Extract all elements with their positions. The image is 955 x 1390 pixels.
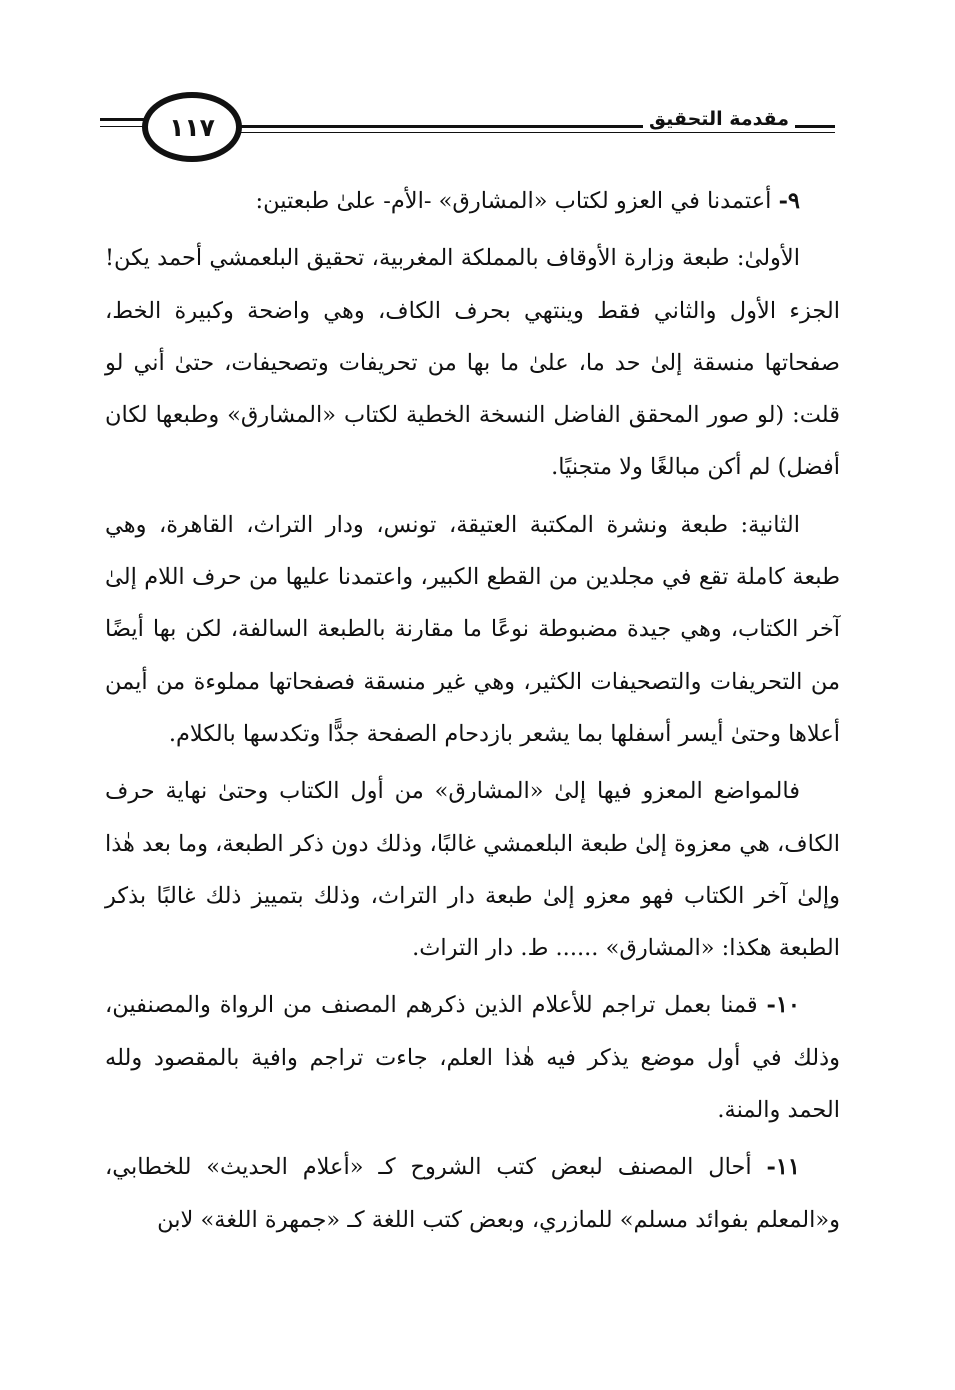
- paragraph-text: فالمواضع المعزو فيها إلىٰ «المشارق» من أول الكتاب وحتىٰ نهاية حرف الكاف، هي معزوة إلىٰ طبعة البلعمشي غالبًا، وذلك دون ذكر الطبعة، وما بعد هٰذا وإلىٰ آخر الكتاب فهو معزو إلىٰ طبعة دار التراث، وذلك بتمييز ذلك غالبًا بذكر الطبعة هكذا: «المشارق» ...... ط. دار التراث.: [105, 778, 840, 962]
- page-body: [105, 175, 840, 1251]
- paragraph-text: أحال المصنف لبعض كتب الشروح كـ «أعلام الحديث» للخطابي، و«المعلم بفوائد مسلم» للمازري، وبعض كتب اللغة كـ «جمهرة اللغة» لابن: [105, 1154, 840, 1233]
- paragraph-text: قمنا بعمل تراجم للأعلام الذين ذكرهم المصنف من الرواة والمصنفين، وذلك في أول موضع يذكر فيه هٰذا العلم، جاءت تراجم وافية بالمقصود ولله الحمد والمنة.: [105, 992, 840, 1124]
- paragraph-second-edition: [105, 499, 840, 760]
- paragraph-first-edition: [105, 232, 840, 493]
- paragraph-text: الثانية: طبعة ونشرة المكتبة العتيقة، تونس، ودار التراث، القاهرة، وهي طبعة كاملة تقع في مجلدين من القطع الكبير، واعتمدنا عليها من حرف اللام إلىٰ آخر الكتاب، وهي جيدة مضبوطة نوعًا ما مقارنة بالطبعة السالفة، لكن بها أيضًا من التحريفات والتصحيفات الكثير، وهي غير منسقة فصفحاتها مملوءة من أيمن أعلاها وحتىٰ أيسر أسفلها بما يشعر بازدحام الصفحة جدًّا وتكدسها بالكلام.: [105, 511, 840, 747]
- paragraph-text: أعتمدنا في العزو لكتاب «المشارق» -الأم- علىٰ طبعتين:: [255, 188, 772, 214]
- page-header: [100, 88, 835, 168]
- paragraph-number: ١٠-: [766, 992, 800, 1019]
- paragraph-number: ٩-: [778, 188, 800, 214]
- paragraph-11: [105, 1141, 840, 1246]
- paragraph-number: ١١-: [766, 1154, 800, 1181]
- paragraph-9: [105, 175, 840, 227]
- header-rule: [240, 132, 835, 133]
- paragraph-citation-note: [105, 765, 840, 974]
- section-title: مقدمة التحقيق: [643, 108, 795, 130]
- paragraph-10: [105, 979, 840, 1136]
- paragraph-text: الأولىٰ: طبعة وزارة الأوقاف بالمملكة المغربية، تحقيق البلعمشي أحمد يكن! الجزء الأول والثاني فقط وينتهي بحرف الكاف، وهي واضحة وكبيرة الخط، صفحاتها منسقة إلىٰ حد ما، علىٰ ما بها من تحريفات وتصحيفات، حتىٰ أني لو قلت: (لو صور المحقق الفاضل النسخة الخطية لكتاب «المشارق» وطبعها لكان أفضل) لم أكن مبالغًا ولا متجنيًا.: [105, 245, 840, 481]
- page-number: ١١٧: [142, 92, 242, 162]
